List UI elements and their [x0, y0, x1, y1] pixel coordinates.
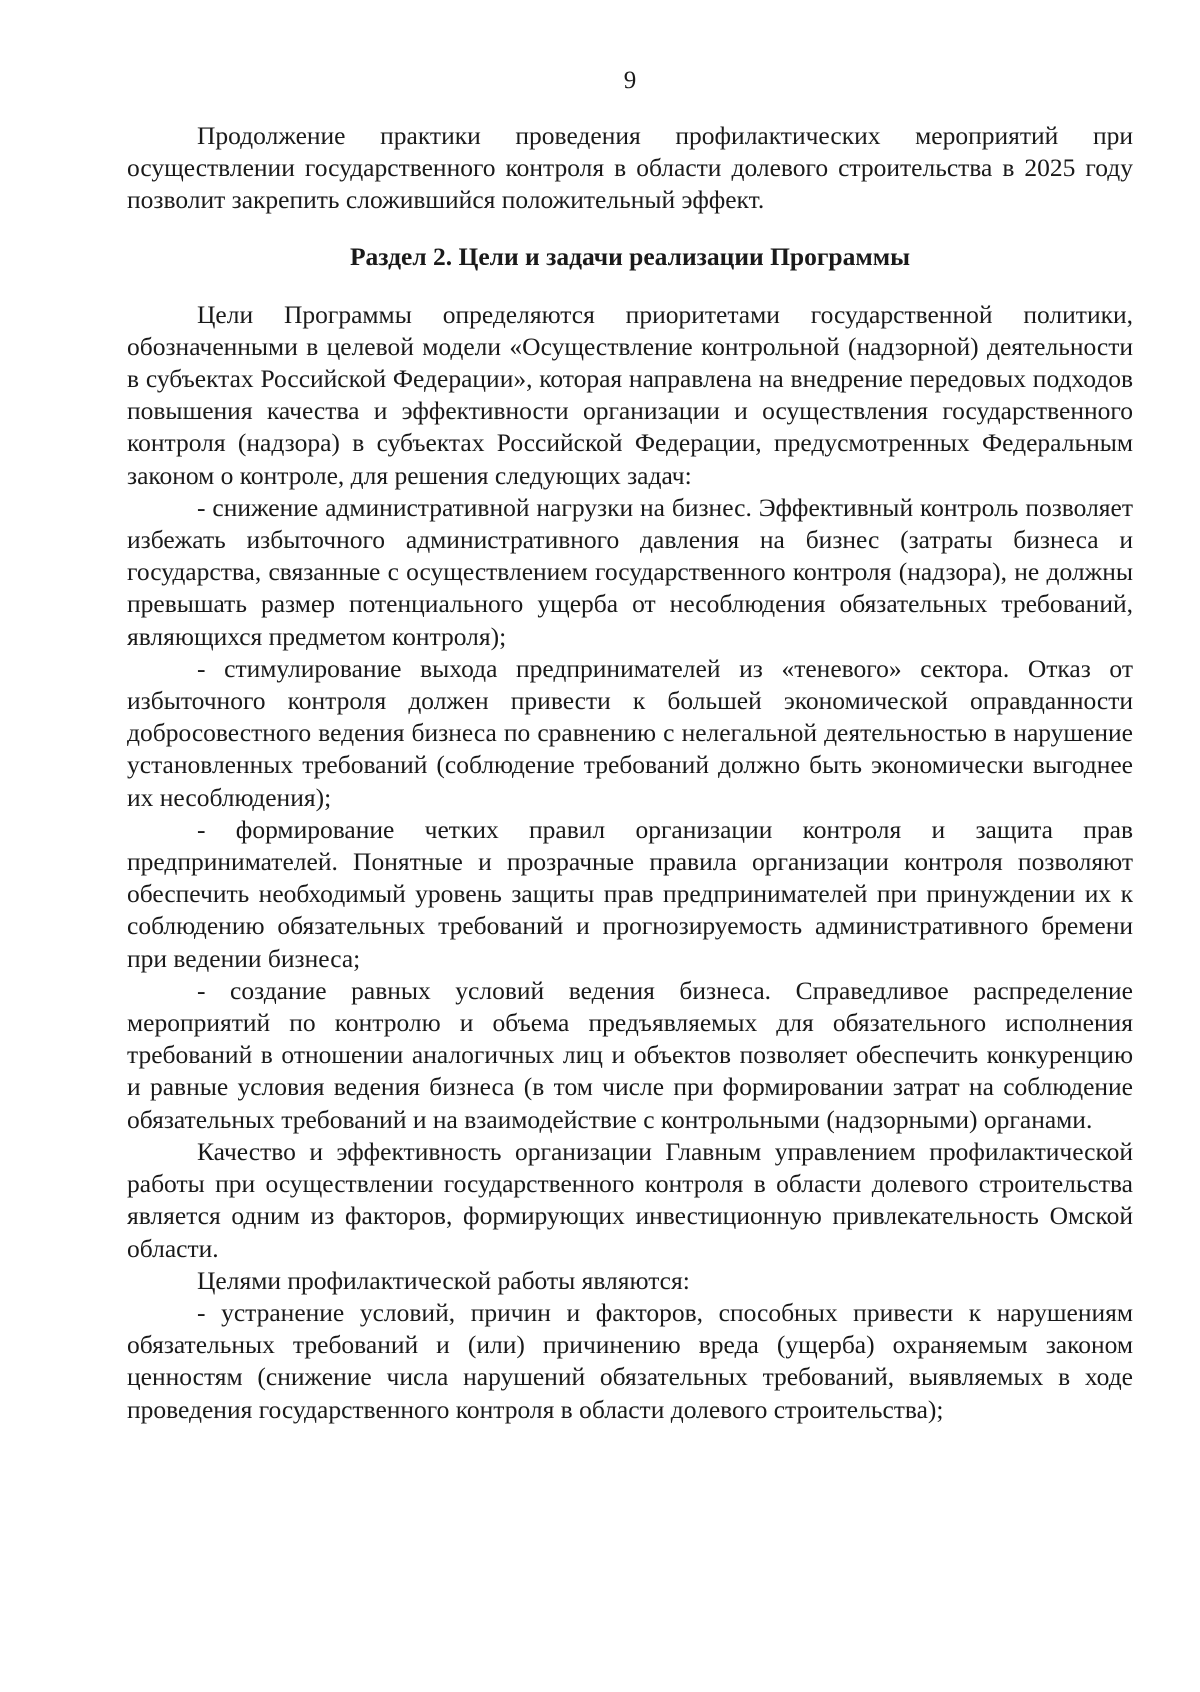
section-heading: Раздел 2. Цели и задачи реализации Программы: [349, 241, 911, 271]
quality-paragraph: Качество и эффективность организации Главным управлением профилактической работы при осуществлении государственного контроля в области долевого строительства является одним из факторов, формирующих инвестиционную привлекательность Омской области.: [127, 1136, 1133, 1263]
intro-paragraph: Продолжение практики проведения профилактических мероприятий при осуществлении государственного контроля в области долевого строительства в 2025 году позволит закрепить сложившийся положительный эффект.: [127, 121, 1133, 215]
task-item-equal-conditions: - создание равных условий ведения бизнеса. Справедливое распределение мероприятий по контролю и объема предъявляемых для обязательного исполнения требований в отношении аналогичных лиц и объектов позволяет обеспечить конкуренцию и равные условия ведения бизнеса (в том числе при формировании затрат на соблюдение обязательных требований и на взаимодействие с контрольными (надзорными) органами.: [127, 975, 1133, 1134]
document-page: [127, 64, 1133, 1426]
page-number: 9: [623, 67, 637, 94]
task-item-reduce-burden: - снижение административной нагрузки на бизнес. Эффективный контроль позволяет избежать избыточного административного давления на бизнес (затраты бизнеса и государства, связанные с осуществлением государственного контроля (надзора), не должны превышать размер потенциального ущерба от несоблюдения обязательных требований, являющихся предметом контроля);: [127, 492, 1133, 651]
goals-paragraph: Цели Программы определяются приоритетами государственной политики, обозначенными в целевой модели «Осуществление контрольной (надзорной) деятельности в субъектах Российской Федерации», которая направлена на внедрение передовых подходов повышения качества и эффективности организации и осуществления государственного контроля (надзора) в субъектах Российской Федерации, предусмотренных Федеральным законом о контроле, для решения следующих задач:: [127, 299, 1133, 490]
task-item-shadow-sector: - стимулирование выхода предпринимателей из «теневого» сектора. Отказ от избыточного контроля должен привести к большей экономической оправданности добросовестного ведения бизнеса по сравнению с нелегальной деятельностью в нарушение установленных требований (соблюдение требований должно быть экономически выгоднее их несоблюдения);: [127, 653, 1133, 812]
task-item-clear-rules: - формирование четких правил организации контроля и защита прав предпринимателей. Понятные и прозрачные правила организации контроля позволяют обеспечить необходимый уровень защиты прав предпринимателей при принуждении их к соблюдению обязательных требований и прогнозируемость административного бремени при ведении бизнеса;: [127, 814, 1133, 973]
prevention-goals-intro: Целями профилактической работы являются:: [197, 1265, 690, 1295]
prevention-goal-item: - устранение условий, причин и факторов, способных привести к нарушениям обязательных требований и (или) причинению вреда (ущерба) охраняемым законом ценностям (снижение числа нарушений обязательных требований, выявляемых в ходе проведения государственного контроля в области долевого строительства);: [127, 1297, 1133, 1424]
